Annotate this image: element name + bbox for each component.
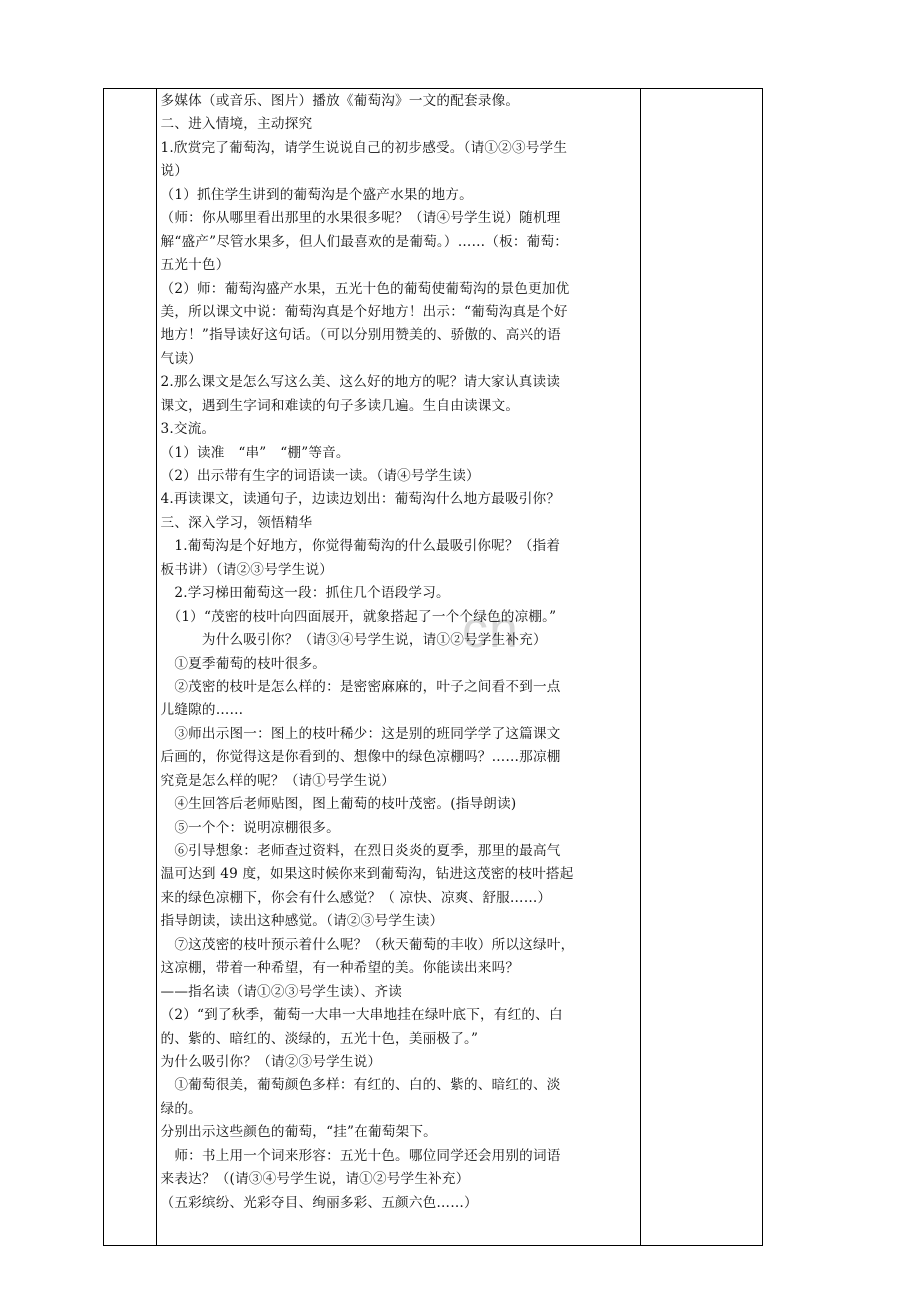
text-line: 二、进入情境，主动探究 — [160, 116, 313, 133]
content-cell — [156, 89, 640, 1246]
text-line: 绿的。 — [160, 1100, 202, 1117]
text-line: 来表达？（(请③④号学生说，请①②号学生补充） — [160, 1171, 470, 1188]
text-line: ①葡萄很美，葡萄颜色多样：有红的、白的、紫的、暗红的、淡 — [160, 1077, 561, 1094]
text-line: 儿缝隙的…… — [160, 702, 244, 719]
text-line: 1.葡萄沟是个好地方，你觉得葡萄沟的什么最吸引你呢？（指着 — [160, 538, 561, 555]
text-line: 的、紫的、暗红的、淡绿的，五光十色，美丽极了。” — [160, 1030, 479, 1047]
text-line: ①夏季葡萄的枝叶很多。 — [160, 655, 327, 672]
left-column-cell — [104, 89, 157, 1246]
text-line: 来的绿色凉棚下，你会有什么感觉？（ 凉快、凉爽、舒服……） — [160, 889, 552, 906]
text-line: （师：你从哪里看出那里的水果很多呢？（请④号学生说）随机理 — [160, 210, 561, 227]
notes-column-cell — [640, 89, 762, 1246]
text-line: ——指名读（请①②③号学生读）、齐读 — [160, 983, 403, 1000]
text-line: 三、深入学习，领悟精华 — [160, 514, 313, 531]
text-line: 美，所以课文中说：葡萄沟真是个好地方！出示：“葡萄沟真是个好 — [160, 303, 568, 320]
text-line: 五光十色） — [160, 257, 230, 274]
text-line: 后画的，你觉得这是你看到的、想像中的绿色凉棚吗？……那凉棚 — [160, 749, 561, 766]
lesson-content — [157, 89, 640, 1215]
text-line: （五彩缤纷、光彩夺目、绚丽多彩、五颜六色……） — [160, 1194, 478, 1211]
text-line: ④生回答后老师贴图，图上葡萄的枝叶茂密。(指导朗读) — [160, 796, 517, 813]
text-line: 说） — [160, 163, 189, 180]
text-line: ⑤一个个：说明凉棚很多。 — [160, 819, 340, 836]
text-line: 3.交流。 — [160, 421, 216, 438]
text-line: ③师出示图一：图上的枝叶稀少：这是别的班同学学了这篇课文 — [160, 725, 561, 742]
text-line: 解“盛产”尽管水果多，但人们最喜欢的是葡萄。）……（板：葡萄： — [160, 233, 569, 250]
text-line: 究竟是怎么样的呢？（请①号学生说） — [160, 772, 396, 789]
text-line: （2）出示带有生字的词语读一读。（请④号学生读） — [160, 468, 480, 484]
text-line: ⑥引导想象：老师查过资料，在烈日炎炎的夏季，那里的最高气 — [160, 843, 561, 859]
text-line: 指导朗读，读出这种感觉。（请②③号学生读） — [160, 913, 444, 930]
text-line: （1）读准 “串” “棚”等音。 — [160, 444, 350, 461]
lesson-plan-table — [103, 88, 763, 1246]
text-line: 2.那么课文是怎么写这么美、这么好的地方的呢？请大家认真读读 — [160, 374, 561, 391]
text-line: （2）“到了秋季，葡萄一大串一大串地挂在绿叶底下，有红的、白 — [160, 1007, 563, 1024]
text-line: 板书讲）（请②③号学生说） — [160, 561, 334, 578]
text-line: （2）师：葡萄沟盛产水果，五光十色的葡萄使葡萄沟的景色更加优 — [160, 280, 570, 297]
text-line: ②茂密的枝叶是怎么样的：是密密麻麻的，叶子之间看不到一点 — [160, 678, 561, 695]
text-line: 师：书上用一个词来形容：五光十色。哪位同学还会用别的词语 — [160, 1147, 561, 1164]
text-line: 4.再读课文，读通句子，边读边划出：葡萄沟什么地方最吸引你？ — [160, 491, 561, 508]
text-line: 1.欣赏完了葡萄沟，请学生说说自己的初步感受。（请①②③号学生 — [160, 139, 568, 156]
text-line: （1）“茂密的枝叶向四面展开，就象搭起了一个个绿色的凉棚。” — [160, 608, 557, 625]
text-line: 多媒体（或音乐、图片）播放《葡萄沟》一文的配套录像。 — [160, 93, 520, 109]
text-line: 2.学习梯田葡萄这一段：抓住几个语段学习。 — [160, 585, 450, 602]
text-line: 为什么吸引你？（请③④号学生说，请①②号学生补充） — [160, 632, 547, 649]
text-line: 课文，遇到生字词和难读的句子多读几遍。生自由读课文。 — [160, 397, 520, 414]
text-line: ⑦这茂密的枝叶预示着什么呢？（秋天葡萄的丰收）所以这绿叶， — [160, 936, 575, 953]
text-line: （1）抓住学生讲到的葡萄沟是个盛产水果的地方。 — [160, 186, 473, 203]
watermark: cn — [462, 601, 519, 659]
text-line: 分别出示这些颜色的葡萄，“挂”在葡萄架下。 — [160, 1124, 437, 1141]
text-line: 地方！”指导读好这句话。（可以分别用赞美的、骄傲的、高兴的语 — [160, 327, 561, 344]
text-line: 气读） — [160, 350, 202, 367]
table-row — [104, 89, 763, 1246]
text-line: 温可达到 49 度，如果这时候你来到葡萄沟，钻进这茂密的枝叶搭起 — [160, 866, 574, 883]
text-line: 为什么吸引你？（请②③号学生说） — [160, 1053, 382, 1070]
text-line: 这凉棚，带着一种希望，有一种希望的美。你能读出来吗？ — [160, 960, 520, 977]
